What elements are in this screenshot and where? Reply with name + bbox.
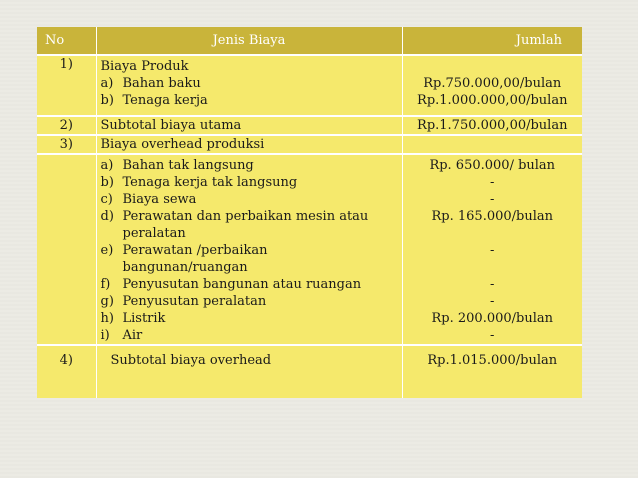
amount-value: - bbox=[490, 328, 495, 343]
list-item-label: Bahan baku bbox=[122, 76, 201, 91]
row-amount: Rp.1.015.000/bulan bbox=[402, 345, 582, 398]
list-item-label: Perawatan dan perbaikan mesin atau peralatan bbox=[122, 209, 369, 241]
list-item bbox=[101, 242, 398, 276]
list-marker: c) bbox=[100, 192, 113, 207]
amount-value: Rp. 165.000/bulan bbox=[431, 209, 553, 224]
list-item bbox=[101, 157, 398, 174]
list-item-label: Tenaga kerja bbox=[122, 93, 208, 108]
table-row bbox=[37, 135, 582, 154]
amount-value: - bbox=[490, 243, 495, 258]
list-item bbox=[101, 310, 398, 327]
list-marker: i) bbox=[100, 328, 110, 343]
row-number: 2) bbox=[37, 116, 96, 135]
row-number: 3) bbox=[37, 135, 96, 154]
amount-value: - bbox=[490, 294, 495, 309]
list-item bbox=[101, 327, 398, 344]
row-title: Biaya Produk bbox=[100, 59, 189, 74]
amount-value: Rp. 650.000/ bulan bbox=[429, 158, 556, 173]
list-marker: a) bbox=[100, 158, 114, 173]
list-item-label: Penyusutan bangunan atau ruangan bbox=[122, 277, 362, 292]
list-item bbox=[101, 92, 398, 109]
list-marker: h) bbox=[100, 311, 114, 326]
list-item bbox=[101, 293, 398, 310]
table-row bbox=[37, 116, 582, 135]
amount-value: - bbox=[490, 277, 495, 292]
header-jumlah: Jumlah bbox=[402, 27, 582, 55]
list-item bbox=[101, 75, 398, 92]
amount-value bbox=[407, 225, 579, 242]
row-amount bbox=[402, 55, 582, 116]
row-number: 1) bbox=[37, 55, 96, 116]
row-description: Biaya overhead produksi bbox=[96, 135, 402, 154]
amount-value: Rp.750.000,00/bulan bbox=[423, 76, 562, 91]
list-marker: a) bbox=[100, 76, 114, 91]
row-amount bbox=[402, 135, 582, 154]
list-marker: e) bbox=[100, 243, 114, 258]
table-row bbox=[37, 345, 582, 398]
sub-item-list bbox=[101, 75, 398, 109]
row-number: 4) bbox=[37, 345, 96, 398]
list-item-label: Penyusutan peralatan bbox=[122, 294, 267, 309]
amount-value: Rp. 200.000/bulan bbox=[431, 311, 553, 326]
list-item bbox=[101, 208, 398, 242]
amount-value bbox=[407, 259, 579, 276]
row-description: Subtotal biaya overhead bbox=[96, 345, 402, 398]
header-no: No bbox=[37, 27, 96, 55]
list-item-label: Bahan tak langsung bbox=[122, 158, 254, 173]
list-item-label: Biaya sewa bbox=[122, 192, 197, 207]
list-marker: g) bbox=[100, 294, 114, 309]
amount-value: - bbox=[490, 192, 495, 207]
amount-value: Rp.1.000.000,00/bulan bbox=[417, 93, 568, 108]
row-description bbox=[96, 154, 402, 345]
row-description bbox=[96, 55, 402, 116]
row-number bbox=[37, 154, 96, 345]
table-header-row bbox=[37, 27, 582, 55]
list-marker: d) bbox=[100, 209, 114, 224]
list-marker: b) bbox=[100, 93, 114, 108]
overhead-item-list bbox=[101, 157, 398, 344]
list-item-label: Perawatan /perbaikan bangunan/ruangan bbox=[122, 243, 268, 275]
list-item bbox=[101, 276, 398, 293]
list-item bbox=[101, 191, 398, 208]
amount-value: - bbox=[490, 175, 495, 190]
table-row bbox=[37, 154, 582, 345]
list-item-label: Listrik bbox=[122, 311, 166, 326]
list-marker: b) bbox=[100, 175, 114, 190]
header-jenis-biaya: Jenis Biaya bbox=[96, 27, 402, 55]
table-row bbox=[37, 55, 582, 116]
row-amount: Rp.1.750.000,00/bulan bbox=[402, 116, 582, 135]
list-item-label: Air bbox=[122, 328, 143, 343]
cost-table bbox=[37, 27, 582, 398]
list-item bbox=[101, 174, 398, 191]
list-item-label: Tenaga kerja tak langsung bbox=[122, 175, 298, 190]
row-amount bbox=[402, 154, 582, 345]
row-description: Subtotal biaya utama bbox=[96, 116, 402, 135]
list-marker: f) bbox=[100, 277, 111, 292]
